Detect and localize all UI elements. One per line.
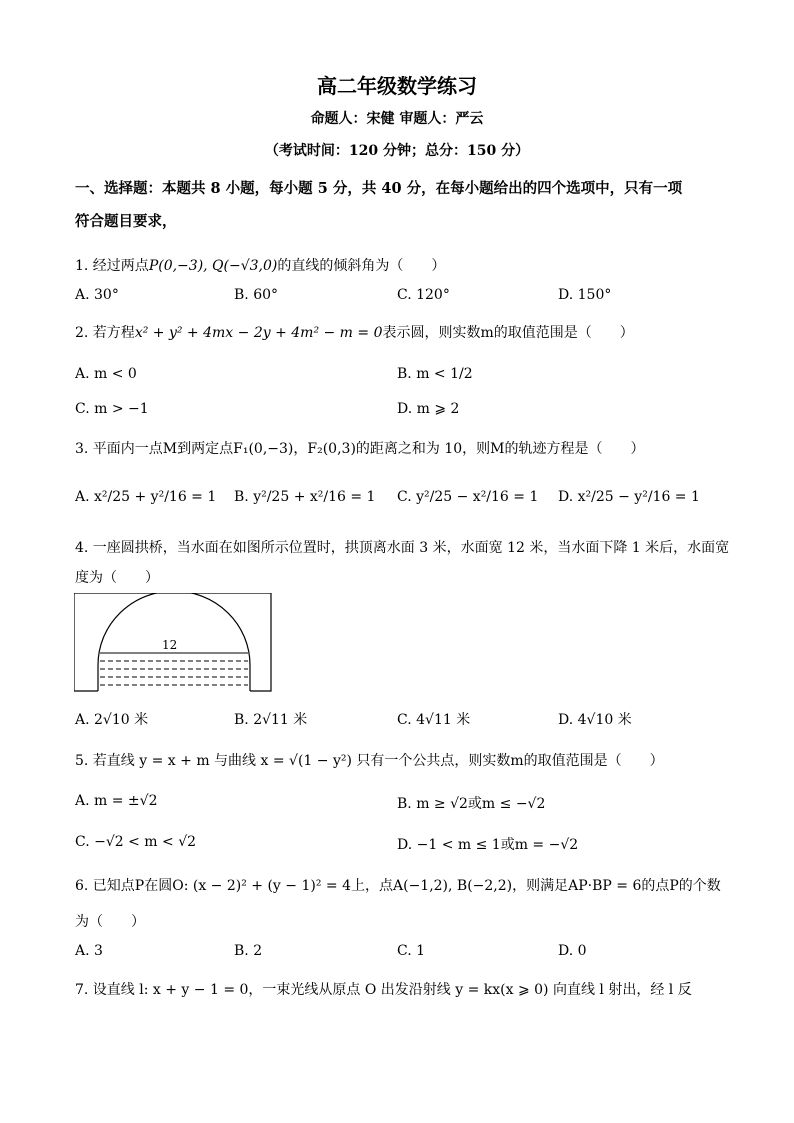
water-width-label: 12 bbox=[162, 638, 178, 652]
q2-option-d: D. m ⩾ 2 bbox=[397, 401, 460, 417]
q6-option-a: A. 3 bbox=[75, 943, 103, 959]
q3-option-a: A. x²/25 + y²/16 = 1 bbox=[75, 489, 217, 505]
q3-option-b: B. y²/25 + x²/16 = 1 bbox=[234, 489, 376, 505]
section-heading-line1: 一、选择题：本题共 8 小题，每小题 5 分，共 40 分，在每小题给出的四个选项中，只有一项 bbox=[75, 180, 683, 197]
q6-option-c: C. 1 bbox=[397, 943, 426, 959]
q5-option-b: B. m ≥ √2或m ≤ −√2 bbox=[397, 796, 546, 812]
q3-option-c: C. y²/25 − x²/16 = 1 bbox=[397, 489, 539, 505]
question-7-line1: 7. 设直线 l: x + y − 1 = 0，一束光线从原点 O 出发沿射线 y = kx(x ⩾ 0) 向直线 l 射出，经 l 反 bbox=[75, 982, 692, 998]
question-4-line1: 4. 一座圆拱桥，当水面在如图所示位置时，拱顶离水面 3 米，水面宽 12 米，当水面下降 1 米后，水面宽 bbox=[75, 540, 730, 556]
q1-option-c: C. 120° bbox=[397, 287, 450, 303]
q1-option-d: D. 150° bbox=[558, 287, 612, 303]
question-6-line1: 6. 已知点P在圆O: (x − 2)² + (y − 1)² = 4上，点A(−1,2), B(−2,2)，则满足AP·BP = 6的点P的个数 bbox=[75, 878, 721, 894]
question-3-stem: 3. 平面内一点M到两定点F₁(0,−3)，F₂(0,3)的距离之和为 10，则M的轨迹方程是（ ） bbox=[75, 441, 645, 457]
q2-prefix: 2. 若方程 bbox=[75, 325, 135, 341]
exam-info: （考试时间：120 分钟；总分：150 分） bbox=[264, 143, 530, 159]
q4-option-b: B. 2√11 米 bbox=[234, 712, 308, 728]
arch-bridge-figure bbox=[74, 593, 274, 697]
author-line: 命题人：宋健 审题人：严云 bbox=[310, 111, 484, 127]
q2-option-b: B. m < 1/2 bbox=[397, 366, 473, 382]
q1-math: P(0,−3), Q(−√3,0) bbox=[148, 258, 278, 274]
q2-suffix: 表示圆，则实数m的取值范围是（ ） bbox=[382, 325, 634, 341]
question-1-stem bbox=[75, 255, 445, 275]
q1-prefix: 1. 经过两点 bbox=[75, 258, 149, 274]
q3-option-d: D. x²/25 − y²/16 = 1 bbox=[558, 489, 700, 505]
page-title: 高二年级数学练习 bbox=[317, 74, 477, 98]
q4-option-d: D. 4√10 米 bbox=[558, 712, 632, 728]
q2-option-a: A. m < 0 bbox=[75, 366, 137, 382]
section-heading-line2: 符合题目要求， bbox=[75, 213, 177, 230]
q5-option-a: A. m = ±√2 bbox=[75, 793, 158, 809]
q4-option-a: A. 2√10 米 bbox=[75, 712, 149, 728]
arch-bridge-diagram bbox=[74, 593, 274, 693]
question-6-line2: 为（ ） bbox=[75, 914, 145, 930]
question-2-stem bbox=[75, 322, 634, 342]
q2-option-c: C. m > −1 bbox=[75, 401, 149, 417]
q2-math: x² + y² + 4mx − 2y + 4m² − m = 0 bbox=[134, 325, 383, 341]
question-5-stem: 5. 若直线 y = x + m 与曲线 x = √(1 − y²) 只有一个公共点，则实数m的取值范围是（ ） bbox=[75, 753, 664, 769]
q6-option-b: B. 2 bbox=[234, 943, 263, 959]
q1-option-a: A. 30° bbox=[75, 287, 119, 303]
q4-option-c: C. 4√11 米 bbox=[397, 712, 471, 728]
q5-option-c: C. −√2 < m < √2 bbox=[75, 834, 197, 850]
q5-option-d: D. −1 < m ≤ 1或m = −√2 bbox=[397, 837, 579, 853]
question-4-line2: 度为（ ） bbox=[75, 570, 159, 586]
q1-option-b: B. 60° bbox=[234, 287, 279, 303]
q1-suffix: 的直线的倾斜角为（ ） bbox=[277, 258, 446, 274]
q6-option-d: D. 0 bbox=[558, 943, 587, 959]
